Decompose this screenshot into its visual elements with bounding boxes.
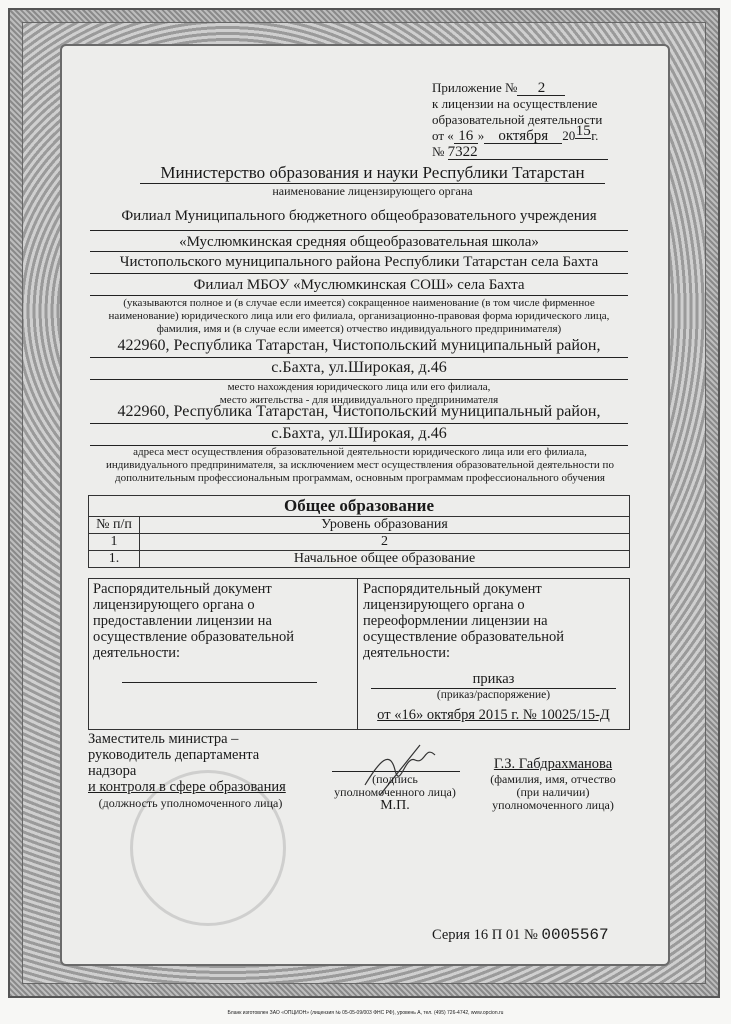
position-line: и контроля в сфере образования — [88, 779, 286, 795]
no-label: № — [432, 144, 445, 159]
year-prefix: 20 — [562, 128, 576, 143]
printer-note: Бланк изготовлен ЗАО «ОПЦИОН» (лицензия № 05-05-09/003 ФНС РФ), уровень А, тел. (495) 726-4742, www.opcion.ru — [227, 1010, 504, 1016]
appendix-line: образовательной деятельности — [432, 112, 603, 127]
table-numbering-row — [89, 534, 630, 551]
signature-caption-line: (подпись — [372, 772, 418, 786]
license-number: 7322 — [448, 145, 608, 160]
table-title: Общее образование — [89, 496, 630, 517]
appendix-block — [432, 80, 622, 160]
official-name: Г.З. Габдрахманова — [493, 756, 613, 772]
header-level: Уровень образования — [140, 517, 630, 534]
date-mid: » — [477, 128, 485, 143]
organization-caption: (указываются полное и (в случае если имеется) сокращенное наименование (в том числе фирменное наименование) юридического лица или его филиала, организационно-правовая форма юридического лица, фамилия, имя и (в случае если имеется) отчество индивидуального предпринимателя) — [108, 297, 610, 335]
series-number: 0005567 — [541, 926, 609, 944]
grant-document-blank — [122, 682, 317, 683]
appendix-label: Приложение № — [432, 80, 518, 95]
appendix-day: 16 — [454, 129, 478, 144]
organization-line: «Муслюмкинская средняя общеобразовательная школа» — [90, 230, 628, 252]
activity-address-line: 422960, Республика Татарстан, Чистопольский муниципальный район, — [90, 403, 628, 424]
seal-mark: М.П. — [380, 798, 410, 813]
appendix-line: к лицензии на осуществление — [432, 96, 598, 111]
grant-document-cell — [89, 579, 358, 729]
series-value: 16 П 01 — [473, 927, 521, 943]
name-caption: (фамилия, имя, отчество — [490, 772, 616, 786]
position-caption: (должность уполномоченного лица) — [98, 796, 283, 810]
authority-name: Министерство образования и науки Республики Татарстан — [140, 163, 605, 184]
reissue-document-cell — [361, 579, 629, 729]
column-number: 2 — [140, 534, 630, 551]
series-no-label: № — [523, 927, 538, 943]
date-prefix: от « — [432, 128, 454, 143]
organization-short-name: Филиал МБОУ «Муслюмкинская СОШ» села Бахта — [90, 277, 628, 296]
name-caption: уполномоченного лица) — [492, 798, 614, 812]
reissue-document-text: Распорядительный документ лицензирующего органа о переоформлении лицензии на осуществление образовательной деятельности: — [363, 581, 565, 661]
series-block — [432, 926, 609, 944]
location-line: 422960, Республика Татарстан, Чистопольский муниципальный район, — [90, 337, 628, 358]
official-name-block — [478, 756, 628, 812]
appendix-month: октября — [484, 129, 562, 144]
header-number: № п/п — [89, 517, 140, 534]
activity-address-line: с.Бахта, ул.Широкая, д.46 — [90, 425, 628, 446]
authority-caption: наименование лицензирующего органа — [272, 184, 473, 198]
location-caption: место жительства - для индивидуального предпринимателя — [219, 394, 499, 406]
year-end: г. — [591, 128, 599, 143]
document-date-number: от «16» октября 2015 г. № 10025/15-Д — [377, 707, 610, 723]
education-table — [88, 495, 630, 568]
grant-document-text: Распорядительный документ лицензирующего органа о предоставлении лицензии на осуществление образовательной деятельности: — [93, 581, 295, 661]
organization-line: Филиал Муниципального бюджетного общеобразовательного учреждения — [90, 206, 628, 231]
table-header-row — [89, 517, 630, 534]
location-caption: место нахождения юридического лица или его филиала, — [227, 381, 491, 393]
location-line: с.Бахта, ул.Широкая, д.46 — [90, 359, 628, 380]
signature-caption — [320, 773, 470, 812]
document-type-caption: (приказ/распоряжение) — [436, 689, 551, 701]
documents-box — [88, 578, 630, 730]
name-caption: (при наличии) — [516, 785, 590, 799]
official-position — [88, 731, 308, 811]
position-line: Заместитель министра – — [88, 731, 239, 747]
organization-line: Чистопольского муниципального района Республики Татарстан села Бахта — [90, 254, 628, 274]
column-number: 1 — [89, 534, 140, 551]
row-level: Начальное общее образование — [140, 551, 630, 568]
table-row — [89, 551, 630, 568]
document-type: приказ — [371, 671, 616, 689]
activity-address-caption: адреса мест осуществления образовательной деятельности юридического лица или его филиала, индивидуального предпринимателя, за исключением мест осуществления образовательной деятельности по дополнительным профессиональным программам, основным программам профессионального обучения — [106, 446, 614, 484]
row-number: 1. — [89, 551, 140, 568]
series-label: Серия — [432, 927, 470, 943]
appendix-year: 15 — [575, 123, 591, 139]
signature-caption-line: уполномоченного лица) — [334, 785, 456, 799]
appendix-number: 2 — [517, 81, 565, 96]
position-line: руководитель департамента надзора — [88, 747, 260, 779]
